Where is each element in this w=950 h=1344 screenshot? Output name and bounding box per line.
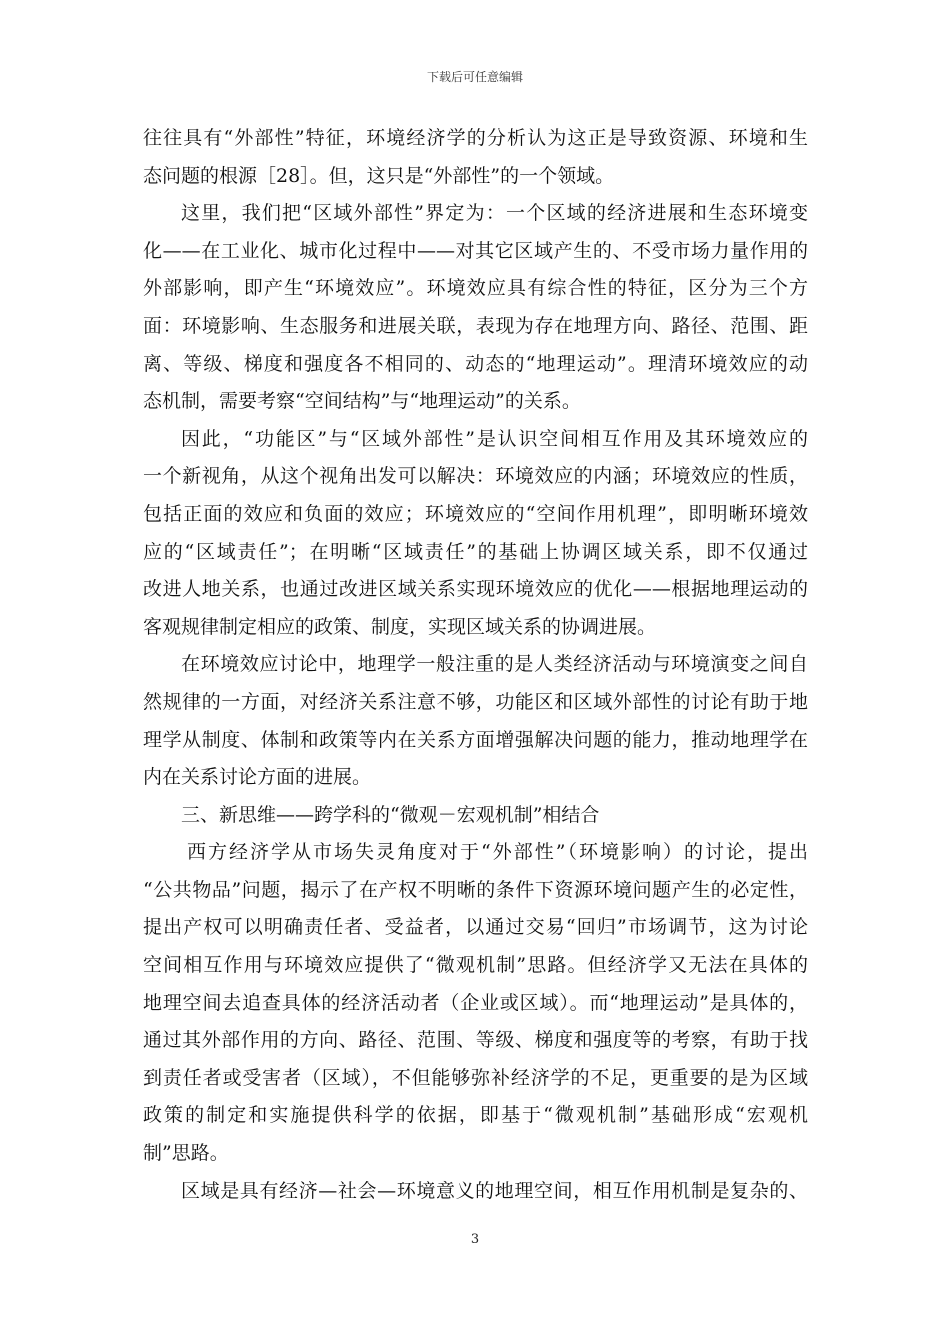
text-line: 外部影响，即产生“环境效应”。环境效应具有综合性的特征，区分为三个方 <box>143 277 808 300</box>
text-line: 态机制，需要考察“空间结构”与“地理运动”的关系。 <box>143 390 581 413</box>
page-number: 3 <box>470 1232 480 1247</box>
text-line: 政策的制定和实施提供科学的依据，即基于“微观机制”基础形成“宏观机 <box>143 1104 808 1127</box>
page-header: 下载后可任意编辑 <box>426 70 523 84</box>
text-line: 往往具有“外部性”特征，环境经济学的分析认为这正是导致资源、环境和生 <box>143 127 808 149</box>
text-line: 在环境效应讨论中，地理学一般注重的是人类经济活动与环境演变之间自 <box>181 653 808 676</box>
text-line: 化——在工业化、城市化过程中——对其它区域产生的、不受市场力量作用的 <box>143 239 808 262</box>
section-heading: 三、新思维——跨学科的“微观－宏观机制”相结合 <box>181 803 600 826</box>
text-line: 客观规律制定相应的政策、制度，实现区域关系的协调进展。 <box>143 615 657 638</box>
text-line: 理学从制度、体制和政策等内在关系方面增强解决问题的能力，推动地理学在 <box>143 728 808 751</box>
text-line: 制”思路。 <box>143 1142 229 1165</box>
text-line: 离、等级、梯度和强度各不相同的、动态的“地理运动”。理清环境效应的动 <box>143 352 808 375</box>
text-line: 一个新视角，从这个视角出发可以解决：环境效应的内涵；环境效应的性质， <box>143 465 808 488</box>
text-line: 提出产权可以明确责任者、受益者，以通过交易“回归”市场调节，这为讨论 <box>143 916 808 939</box>
text-line: 通过其外部作用的方向、路径、范围、等级、梯度和强度等的考察，有助于找 <box>143 1029 808 1052</box>
text-line: 西方经济学从市场失灵角度对于“外部性”（环境影响）的讨论，提出 <box>187 841 808 864</box>
text-line: 态问题的根源［28］。但，这只是“外部性”的一个领域。 <box>143 164 615 187</box>
body-text <box>143 120 808 1210</box>
text-line: 区域是具有经济—社会—环境意义的地理空间，相互作用机制是复杂的、 <box>181 1179 808 1202</box>
text-line: 面：环境影响、生态服务和进展关联，表现为存在地理方向、路径、范围、距 <box>143 314 808 337</box>
text-line: “公共物品”问题，揭示了在产权不明晰的条件下资源环境问题产生的必定性， <box>143 878 808 901</box>
text-line: 改进人地关系，也通过改进区域关系实现环境效应的优化——根据地理运动的 <box>143 578 808 601</box>
text-line: 地理空间去追查具体的经济活动者（企业或区域）。而“地理运动”是具体的， <box>143 991 808 1014</box>
text-line: 到责任者或受害者（区域），不但能够弥补经济学的不足，更重要的是为区域 <box>143 1066 808 1089</box>
text-line: 这里，我们把“区域外部性”界定为：一个区域的经济进展和生态环境变 <box>181 202 808 225</box>
text-line: 空间相互作用与环境效应提供了“微观机制”思路。但经济学又无法在具体的 <box>143 954 808 977</box>
text-line: 然规律的一方面，对经济关系注意不够，功能区和区域外部性的讨论有助于地 <box>143 690 808 713</box>
text-line: 因此，“功能区”与“区域外部性”是认识空间相互作用及其环境效应的 <box>181 427 808 450</box>
text-line: 包括正面的效应和负面的效应；环境效应的“空间作用机理”，即明晰环境效 <box>143 502 808 525</box>
text-line: 内在关系讨论方面的进展。 <box>143 766 372 789</box>
text-line: 应的“区域责任”；在明晰“区域责任”的基础上协调区域关系，即不仅通过 <box>143 540 808 563</box>
